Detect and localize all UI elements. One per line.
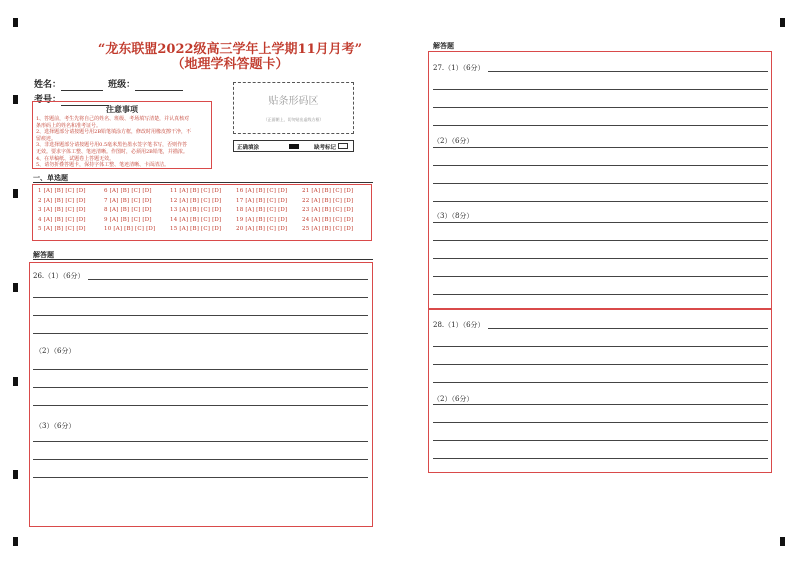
class-field[interactable] [135, 81, 183, 91]
answer-line[interactable] [88, 279, 368, 280]
fill-legend [233, 140, 354, 152]
notice-line: 1、答题前，考生先将自己的姓名、班级、考场填写清楚，并认真核对 [36, 116, 190, 122]
notice-line: 条形码上的姓名和准考证号。 [36, 122, 102, 129]
q27-part1-label: 27.（1）（6分） [433, 64, 485, 72]
answer-line[interactable] [33, 477, 368, 478]
mcq-option-row[interactable]: 20 [A] [B] [C] [D] [236, 226, 288, 233]
mcq-option-row[interactable]: 8 [A] [B] [C] [D] [104, 207, 152, 214]
answer-line[interactable] [433, 382, 768, 383]
correct-fill-label: 正确填涂 [237, 145, 260, 151]
registration-mark [780, 18, 785, 27]
mcq-option-row[interactable]: 15 [A] [B] [C] [D] [170, 226, 222, 233]
notice-heading: 注意事项 [106, 104, 138, 114]
mcq-option-row[interactable]: 2 [A] [B] [C] [D] [38, 197, 86, 204]
registration-mark [13, 189, 18, 198]
q28-part1-label: 28.（1）（6分） [433, 321, 485, 329]
notice-line: 留痕迹。 [36, 135, 57, 142]
notice-line: 4、在草稿纸、试题卷上答题无效。 [36, 155, 115, 162]
absent-checkbox[interactable] [338, 143, 348, 149]
absent-label: 缺考标记 [314, 145, 337, 151]
mcq-option-row[interactable]: 21 [A] [B] [C] [D] [302, 188, 354, 194]
notice-box [32, 101, 212, 169]
registration-mark [13, 377, 18, 386]
mcq-option-row[interactable]: 1 [A] [B] [C] [D] [38, 188, 86, 194]
barcode-label: 贴条形码区 [268, 96, 319, 107]
answers-section-title: 解答题 [33, 250, 54, 259]
notice-line: 5、请勿折叠答题卡，保持字体工整、笔迹清晰、卡面清洁。 [36, 162, 170, 169]
answer-line[interactable] [433, 165, 768, 166]
answer-line[interactable] [33, 405, 368, 406]
answer-line[interactable] [33, 387, 368, 388]
mcq-option-row[interactable]: 18 [A] [B] [C] [D] [236, 207, 288, 214]
mcq-option-row[interactable]: 5 [A] [B] [C] [D] [38, 226, 86, 233]
sheet-title: “龙东联盟2022级高三学年上学期11月月考” [97, 42, 363, 57]
mcq-option-row[interactable]: 16 [A] [B] [C] [D] [236, 188, 288, 194]
answer-line[interactable] [433, 258, 768, 259]
answer-line[interactable] [433, 294, 768, 295]
mcq-option-row[interactable]: 25 [A] [B] [C] [D] [302, 226, 354, 233]
answer-line[interactable] [433, 240, 768, 241]
mcq-option-row[interactable]: 12 [A] [B] [C] [D] [170, 197, 222, 204]
registration-mark [13, 537, 18, 546]
exam-no-label: 考号： [34, 95, 62, 105]
mcq-underline [33, 182, 373, 183]
answers-underline [33, 259, 373, 260]
mcq-option-row[interactable]: 14 [A] [B] [C] [D] [170, 216, 222, 223]
answer-line[interactable] [433, 89, 768, 90]
answer-line[interactable] [488, 328, 768, 329]
answer-line[interactable] [433, 201, 768, 202]
answer-line[interactable] [33, 315, 368, 316]
mcq-option-row[interactable]: 3 [A] [B] [C] [D] [38, 207, 86, 214]
registration-mark [13, 283, 18, 292]
registration-mark [13, 18, 18, 27]
q28-box [428, 309, 772, 473]
answer-line[interactable] [33, 333, 368, 334]
registration-mark [13, 95, 18, 104]
answer-line[interactable] [433, 147, 768, 148]
correct-fill-mark [289, 144, 299, 149]
notice-line: 无效。要求字体工整、笔迹清晰。作图时，必须用2B铅笔，并描浓。 [36, 148, 188, 155]
answer-line[interactable] [433, 364, 768, 365]
notice-line: 2、选择题部分请按题号用2B铅笔填涂方框，修改时用橡皮擦干净，不 [36, 129, 192, 136]
answer-line[interactable] [33, 459, 368, 460]
mcq-option-row[interactable]: 10 [A] [B] [C] [D] [104, 226, 156, 233]
answer-line[interactable] [33, 369, 368, 370]
answer-line[interactable] [433, 276, 768, 277]
mcq-option-row[interactable]: 24 [A] [B] [C] [D] [302, 216, 354, 223]
answer-line[interactable] [433, 458, 768, 459]
mcq-option-row[interactable]: 17 [A] [B] [C] [D] [236, 197, 288, 204]
answer-line[interactable] [33, 441, 368, 442]
mcq-option-row[interactable]: 13 [A] [B] [C] [D] [170, 207, 222, 214]
q28-part2-label: （2）（6分） [433, 395, 474, 403]
q27-part3-label: （3）（8分） [433, 212, 474, 220]
barcode-area [233, 82, 354, 134]
notice-line: 3、非选择题部分请按题号用0.5毫米黑色墨水签字笔书写，否则作答 [36, 142, 188, 149]
answer-line[interactable] [433, 440, 768, 441]
mcq-option-row[interactable]: 7 [A] [B] [C] [D] [104, 197, 152, 204]
answer-line[interactable] [433, 125, 768, 126]
mcq-option-row[interactable]: 4 [A] [B] [C] [D] [38, 216, 86, 223]
q26-part3-label: （3）（6分） [35, 422, 76, 430]
sheet-subtitle: （地理学科答题卡） [171, 57, 289, 72]
answer-line[interactable] [433, 222, 768, 223]
q26-part1-label: 26.（1）（6分） [33, 272, 85, 280]
answers-section-title-right: 解答题 [433, 41, 454, 50]
registration-mark [780, 537, 785, 546]
mcq-option-row[interactable]: 11 [A] [B] [C] [D] [170, 188, 222, 194]
mcq-option-row[interactable]: 19 [A] [B] [C] [D] [236, 216, 288, 223]
answer-line[interactable] [433, 404, 768, 405]
barcode-note: （正面朝上，切勿贴出虚线方框） [263, 117, 324, 122]
registration-mark [13, 470, 18, 479]
mcq-option-row[interactable]: 23 [A] [B] [C] [D] [302, 207, 354, 214]
mcq-option-row[interactable]: 6 [A] [B] [C] [D] [104, 188, 152, 194]
mcq-option-row[interactable]: 22 [A] [B] [C] [D] [302, 197, 354, 204]
mcq-option-row[interactable]: 9 [A] [B] [C] [D] [104, 216, 152, 223]
answer-line[interactable] [433, 422, 768, 423]
answer-line[interactable] [433, 183, 768, 184]
q26-part2-label: （2）（6分） [35, 347, 76, 355]
class-label: 班级： [108, 80, 136, 90]
q26-box [29, 262, 373, 527]
q27-part2-label: （2）（6分） [433, 137, 474, 145]
mcq-section-title: 一、单选题 [33, 173, 68, 182]
name-label: 姓名： [34, 80, 62, 90]
answer-line[interactable] [433, 107, 768, 108]
answer-line[interactable] [33, 297, 368, 298]
answer-line[interactable] [433, 346, 768, 347]
answer-line[interactable] [488, 71, 768, 72]
